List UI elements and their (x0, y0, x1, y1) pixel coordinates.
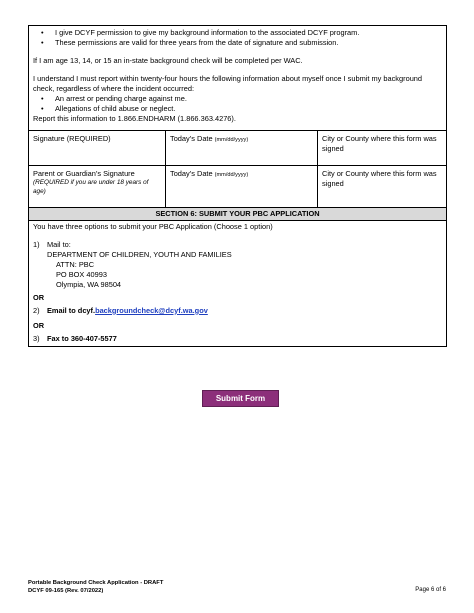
permissions-block (29, 26, 446, 131)
email-prefix: Email to dcyf. (47, 305, 96, 315)
footer-form-info (28, 580, 163, 595)
submit-form-button[interactable]: Submit Form (202, 390, 279, 407)
option-number: 2) (33, 305, 40, 315)
report-phone: Report this information to 1.866.ENDHARM (1.866.363.4276). (33, 113, 236, 123)
or-divider: OR (33, 292, 45, 302)
option-mail (33, 240, 442, 250)
submission-options (29, 221, 446, 346)
signature-row (29, 131, 446, 166)
city-field[interactable] (318, 131, 446, 165)
date-label: Today’s Date (170, 133, 213, 143)
fax-label: Fax to 360-407-5577 (47, 333, 117, 343)
section-heading: SECTION 6: SUBMIT YOUR PBC APPLICATION (29, 208, 446, 221)
list-item: • Allegations of child abuse or neglect. (33, 104, 442, 114)
mailing-address (33, 250, 442, 290)
footer-form-number: DCYF 09-165 (Rev. 07/2022) (28, 587, 104, 594)
guardian-signature-field[interactable] (29, 166, 166, 207)
address-line: Olympia, WA 98504 (56, 279, 122, 289)
page-number: Page 6 of 6 (415, 587, 446, 593)
signature-label: Signature (REQUIRED) (33, 133, 111, 143)
option-fax (33, 334, 442, 344)
option-number: 3) (33, 333, 40, 343)
guardian-signature-row (29, 166, 446, 208)
email-link[interactable]: backgroundcheck@dcyf.wa.gov (95, 305, 208, 315)
signature-field[interactable] (29, 131, 166, 165)
options-intro: You have three options to submit your PBC Application (Choose 1 option) (33, 221, 273, 231)
guardian-city-field[interactable] (318, 166, 446, 207)
report-statement: I understand I must report within twenty-four hours the following information about myself once I submit my background check, regardless of where the incident occurred: (33, 73, 423, 93)
address-line: PO BOX 40993 (56, 269, 107, 279)
permissions-list (33, 28, 442, 48)
age-statement: If I am age 13, 14, or 15 an in-state background check will be completed per WAC. (33, 55, 303, 65)
option-email (33, 306, 442, 316)
date-label: Today’s Date (170, 168, 213, 178)
guardian-signature-label: Parent or Guardian’s Signature (33, 168, 135, 178)
date-hint: (mm/dd/yyyy) (214, 171, 249, 178)
list-item: • An arrest or pending charge against me. (33, 94, 442, 104)
option-number: 1) (33, 239, 40, 249)
option-mail-label: Mail to: (47, 239, 71, 249)
list-item: • These permissions are valid for three years from the date of signature and submission. (33, 38, 442, 48)
city-label: City or County where this form was signed (322, 168, 437, 188)
report-items-list (33, 94, 442, 114)
city-label: City or County where this form was signed (322, 133, 437, 153)
guardian-note: (REQUIRED if you are under 18 years of age) (33, 178, 149, 195)
date-field[interactable] (166, 131, 318, 165)
date-hint: (mm/dd/yyyy) (214, 136, 249, 143)
address-line: DEPARTMENT OF CHILDREN, YOUTH AND FAMILIES (47, 249, 232, 259)
footer-title: Portable Background Check Application - DRAFT (28, 580, 164, 586)
form-page (28, 25, 447, 347)
address-line: ATTN: PBC (56, 259, 95, 269)
list-item: • I give DCYF permission to give my background information to the associated DCYF program. (33, 28, 442, 38)
guardian-date-field[interactable] (166, 166, 318, 207)
or-divider: OR (33, 320, 45, 330)
form-table (28, 25, 447, 347)
